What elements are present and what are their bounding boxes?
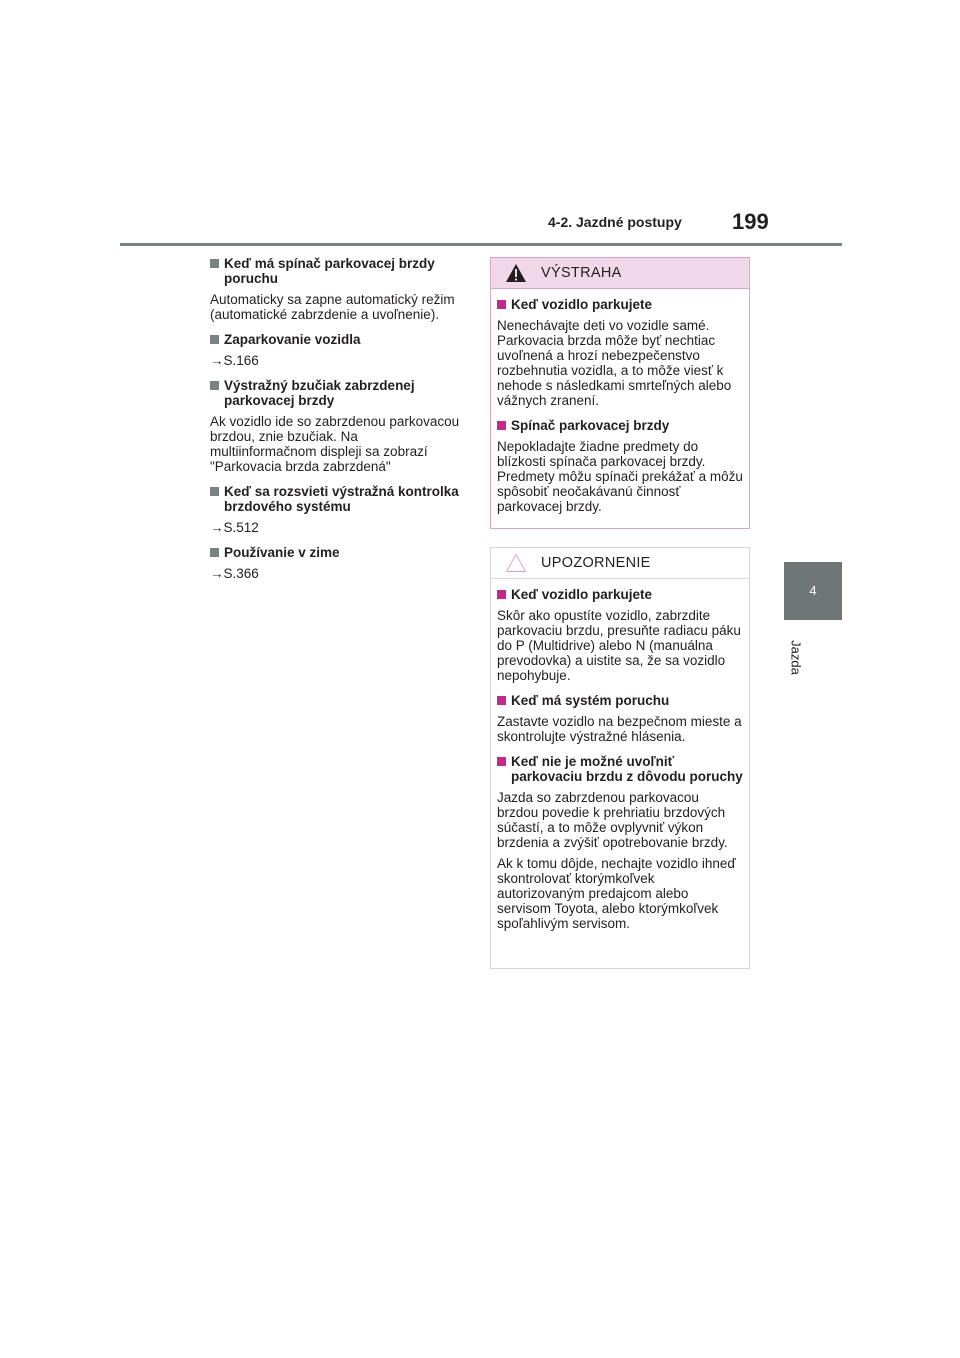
page-reference-link[interactable]: →S.166: [210, 353, 259, 368]
caution-header: [491, 548, 749, 579]
caution-box: [490, 547, 750, 969]
caution-item-text: Zastavte vozidlo na bezpečnom mieste a skontrolujte výstražné hlásenia.: [497, 714, 742, 744]
header-rule: [120, 243, 842, 246]
warning-triangle-icon: [505, 263, 527, 283]
warning-header: [491, 258, 749, 289]
section-text: Ak vozidlo ide so zabrzdenou parkovacou brzdou, znie bzučiak. Na multiinformačnom displeji sa zobrazí "Parkovacia brzda zabrzdená": [210, 414, 460, 474]
page-reference-link[interactable]: →S.512: [210, 520, 259, 535]
chapter-label: Jazda: [788, 640, 804, 675]
chapter-number: 4: [809, 583, 817, 598]
warning-item-title: Keď vozidlo parkujete: [497, 297, 743, 312]
caution-item-text: Ak k tomu dôjde, nechajte vozidlo ihneď skontrolovať ktorýmkoľvek autorizovaným predajcom alebo servisom Toyota, alebo ktorýmkoľvek spoľahlivým servisom.: [497, 856, 736, 931]
section-title: 4-2. Jazdné postupy: [548, 214, 682, 230]
caution-body: [491, 579, 749, 931]
caution-item-title: Keď nie je možné uvoľniť parkovaciu brzdu z dôvodu poruchy: [497, 754, 743, 784]
chapter-tab[interactable]: [784, 562, 842, 620]
page-reference-link[interactable]: →S.366: [210, 566, 259, 581]
section-heading: Keď sa rozsvieti výstražná kontrolka brzdového systému: [210, 484, 466, 514]
warning-item-text: Nepokladajte žiadne predmety do blízkosti spínača parkovacej brzdy. Predmety môžu spínači prekážať a môžu spôsobiť neočakávanú činnosť parkovacej brzdy.: [497, 439, 743, 514]
warning-box: [490, 257, 750, 529]
section-heading: Zaparkovanie vozidla: [210, 332, 466, 347]
caution-heading: UPOZORNENIE: [541, 555, 651, 571]
warning-item-title: Spínač parkovacej brzdy: [497, 418, 743, 433]
caution-triangle-icon: [505, 553, 527, 573]
caution-item-title: Keď má systém poruchu: [497, 693, 743, 708]
section-heading: Používanie v zime: [210, 545, 466, 560]
page-number: 199: [732, 209, 769, 234]
section-heading: Keď má spínač parkovacej brzdy poruchu: [210, 256, 466, 286]
section-heading: Výstražný bzučiak zabrzdenej parkovacej brzdy: [210, 378, 466, 408]
left-column: [210, 256, 466, 591]
warning-item-text: Nenechávajte deti vo vozidle samé. Parkovacia brzda môže byť nechtiac uvoľnená a hrozí nebezpečenstvo rozbehnutia vozidla, a to môže viesť k nehode s následkami smrteľných alebo vážnych zranení.: [497, 318, 732, 408]
caution-item-title: Keď vozidlo parkujete: [497, 587, 743, 602]
caution-item-text: Jazda so zabrzdenou parkovacou brzdou povedie k prehriatiu brzdových súčastí, a to môže ovplyvniť výkon brzdenia a zvýšiť opotrebovanie brzdy.: [497, 790, 728, 850]
warning-heading: VÝSTRAHA: [541, 265, 622, 281]
warning-body: [491, 289, 749, 514]
caution-item-text: Skôr ako opustíte vozidlo, zabrzdite parkovaciu brzdu, presuňte radiacu páku do P (Multidrive) alebo N (manuálna prevodovka) a uistite sa, že sa vozidlo nepohybuje.: [497, 608, 741, 683]
section-text: Automaticky sa zapne automatický režim (automatické zabrzdenie a uvoľnenie).: [210, 292, 455, 322]
